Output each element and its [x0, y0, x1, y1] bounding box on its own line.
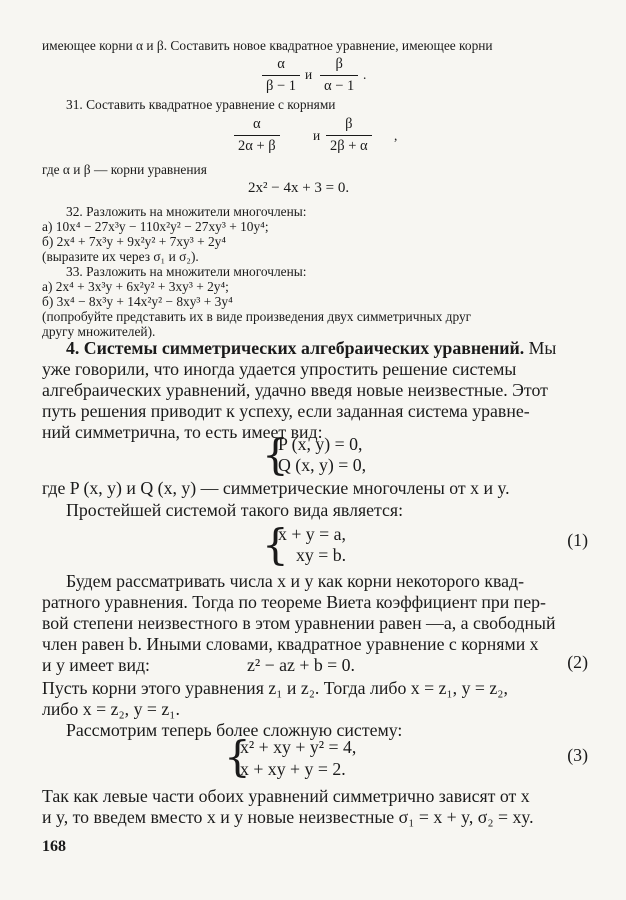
page-number: 168 — [42, 838, 66, 855]
equation-number: (3) — [567, 745, 588, 765]
text-line: член равен b. Иными словами, квадратное уравнение с корнями x — [42, 634, 539, 654]
text-line: алгебраических уравнений, удачно введя новые неизвестные. Этот — [42, 380, 548, 400]
section-heading-line — [66, 338, 556, 359]
exercise-33a: а) 2x⁴ + 3x³y + 6x²y² + 3xy³ + 2y⁴; — [42, 279, 229, 294]
text-line: Так как левые части обоих уравнений симметрично зависят от x — [42, 786, 530, 806]
conjunction: и — [305, 67, 313, 82]
brace-symbol: { — [262, 520, 289, 569]
equation-number: (2) — [567, 652, 588, 672]
text-line: (попробуйте представить их в виде произведения двух симметричных друг — [42, 309, 472, 324]
text-line: вой степени неизвестного в этом уравнении равен —a, а свободный — [42, 613, 556, 633]
exercise-32b: б) 2x⁴ + 7x³y + 9x²y² + 7xy³ + 2y⁴ — [42, 234, 227, 249]
denominator: 2α + β — [234, 135, 280, 155]
exercise-32a: а) 10x⁴ − 27x³y − 110x²y² − 27xy³ + 10y⁴; — [42, 219, 269, 234]
text-line: путь решения приводит к успеху, если заданная система уравне- — [42, 401, 530, 421]
denominator: 2β + α — [326, 135, 372, 155]
numerator: α — [253, 116, 261, 132]
denominator: β − 1 — [262, 75, 300, 95]
text-line: и y, то введем вместо x и y новые неизвестные σ₁ = x + y, σ₂ = xy. — [42, 807, 534, 827]
punctuation: , — [394, 128, 398, 143]
brace-symbol: { — [224, 732, 251, 781]
conjunction: и — [313, 128, 321, 143]
text-line: Рассмотрим теперь более сложную систему: — [66, 720, 403, 740]
text-line: либо x = z₂, y = z₁. — [42, 699, 180, 719]
text-line: Простейшей системой такого вида является: — [66, 500, 404, 520]
exercise-32: 32. Разложить на множители многочлены: — [66, 204, 307, 219]
exercise-33: 33. Разложить на множители многочлены: — [66, 264, 307, 279]
text-line: имеющее корни α и β. Составить новое квадратное уравнение, имеющее корни — [42, 38, 493, 53]
text-line: ратного уравнения. Тогда по теореме Виета коэффициент при пер- — [42, 592, 546, 612]
system-line: x² + xy + y² = 4, — [240, 737, 357, 757]
section-heading: 4. Системы симметрических алгебраических уравнений. — [66, 338, 525, 358]
text-line: и y имеет вид: — [42, 655, 150, 675]
equation: z² − az + b = 0. — [247, 655, 355, 675]
text-line: Пусть корни этого уравнения z₁ и z₂. Тогда либо x = z₁, y = z₂, — [42, 678, 508, 698]
exercise-31: 31. Составить квадратное уравнение с корнями — [66, 97, 336, 112]
text-line: Будем рассматривать числа x и y как корни некоторого квад- — [66, 571, 525, 591]
equation: 2x² − 4x + 3 = 0. — [248, 180, 350, 196]
fraction — [262, 56, 300, 95]
numerator: β — [335, 56, 343, 72]
fraction — [326, 116, 372, 155]
text-line: (выразите их через σ₁ и σ₂). — [42, 249, 199, 264]
text-run: Мы — [524, 338, 557, 358]
system-line: x + y = a, — [278, 524, 346, 544]
exercise-33b: б) 3x⁴ − 8x³y + 14x²y² − 8xy³ + 3y⁴ — [42, 294, 233, 309]
denominator: α − 1 — [320, 75, 358, 95]
numerator: α — [277, 56, 285, 72]
text-line: где P (x, y) и Q (x, y) — симметрические многочлены от x и y. — [42, 478, 510, 498]
system-line: Q (x, y) = 0, — [278, 455, 367, 475]
system-line: xy = b. — [296, 545, 347, 565]
text-line: ний симметрична, то есть имеет вид: — [42, 422, 323, 442]
system-line: x + xy + y = 2. — [240, 759, 346, 779]
text-line: уже говорили, что иногда удается упростить решение системы — [42, 359, 517, 379]
text-line: где α и β — корни уравнения — [42, 162, 207, 177]
text-line: другу множителей). — [42, 324, 156, 339]
numerator: β — [345, 116, 353, 132]
fraction — [320, 56, 358, 95]
system-line: P (x, y) = 0, — [278, 434, 363, 454]
fraction — [234, 116, 280, 155]
punctuation: . — [363, 67, 367, 82]
equation-number: (1) — [567, 530, 588, 550]
brace-symbol: { — [262, 430, 289, 479]
